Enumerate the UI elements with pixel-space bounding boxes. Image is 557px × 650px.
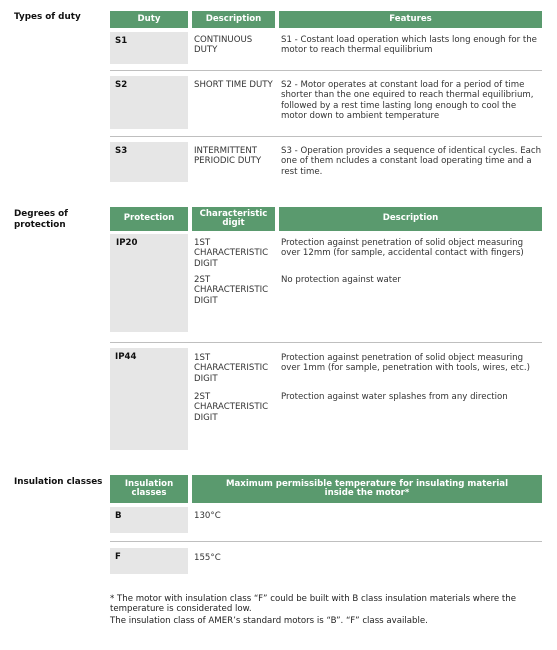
header-characteristic-digit: Characteristic digit bbox=[192, 207, 275, 231]
section-label-insulation-classes: Insulation classes bbox=[14, 477, 103, 487]
header-features: Features bbox=[279, 11, 542, 28]
row-divider bbox=[110, 342, 542, 343]
ip44-digit-2: 2ST CHARACTERISTIC DIGIT bbox=[194, 392, 269, 423]
insulation-temp-f: 155°C bbox=[194, 553, 221, 563]
duty-features-s3: S3 - Operation provides a sequence of identical cycles. Each one of them ncludes a constant load operating time and a rest time. bbox=[281, 146, 542, 177]
protection-code-ip20: IP20 bbox=[110, 234, 188, 332]
ip20-digit-2: 2ST CHARACTERISTIC DIGIT bbox=[194, 275, 269, 306]
row-divider bbox=[110, 541, 542, 542]
row-divider bbox=[110, 136, 542, 137]
duty-description-s2: SHORT TIME DUTY bbox=[194, 80, 273, 90]
duty-features-s2: S2 - Motor operates at constant load for a period of time shorter than the one equired to reach thermal equilibrium, followed by a rest time lasting long enough to cool the motor down to ambient temperature bbox=[281, 80, 534, 122]
ip44-digit-1: 1ST CHARACTERISTIC DIGIT bbox=[194, 353, 269, 384]
insulation-class-f: F bbox=[110, 548, 188, 574]
header-duty: Duty bbox=[110, 11, 188, 28]
footnote-line-2: The insulation class of AMER’s standard motors is “B”. “F” class available. bbox=[110, 616, 428, 626]
ip20-digit-1: 1ST CHARACTERISTIC DIGIT bbox=[194, 238, 269, 269]
section-label-degrees-of-protection: Degrees of protection bbox=[14, 209, 69, 230]
header-description: Description bbox=[192, 11, 275, 28]
row-divider bbox=[110, 70, 542, 71]
duty-label-s3: S3 bbox=[110, 142, 188, 182]
duty-label-s2: S2 bbox=[110, 76, 188, 129]
header-max-permissible-temperature: Maximum permissible temperature for insulating material inside the motor* bbox=[192, 475, 542, 503]
ip20-description-2: No protection against water bbox=[281, 275, 401, 285]
ip20-description-1: Protection against penetration of solid object measuring over 12mm (for sample, accidental contact with fingers) bbox=[281, 238, 524, 259]
header-insulation-classes: Insulation classes bbox=[110, 475, 188, 503]
protection-code-ip44: IP44 bbox=[110, 348, 188, 450]
header-protection-description: Description bbox=[279, 207, 542, 231]
insulation-temp-b: 130°C bbox=[194, 511, 221, 521]
section-label-types-of-duty: Types of duty bbox=[14, 12, 81, 22]
ip44-description-2: Protection against water splashes from any direction bbox=[281, 392, 508, 402]
footnote-line-1: * The motor with insulation class “F” could be built with B class insulation materials where the temperature is considerated low. bbox=[110, 594, 517, 615]
header-protection: Protection bbox=[110, 207, 188, 231]
ip44-description-1: Protection against penetration of solid object measuring over 1mm (for sample, penetration with tools, wires, etc.) bbox=[281, 353, 530, 374]
duty-description-s1: CONTINUOUS DUTY bbox=[194, 35, 253, 56]
duty-description-s3: INTERMITTENT PERIODIC DUTY bbox=[194, 146, 262, 167]
duty-features-s1: S1 - Costant load operation which lasts long enough for the motor to reach thermal equilibrium bbox=[281, 35, 537, 56]
insulation-class-b: B bbox=[110, 507, 188, 533]
duty-label-s1: S1 bbox=[110, 32, 188, 64]
